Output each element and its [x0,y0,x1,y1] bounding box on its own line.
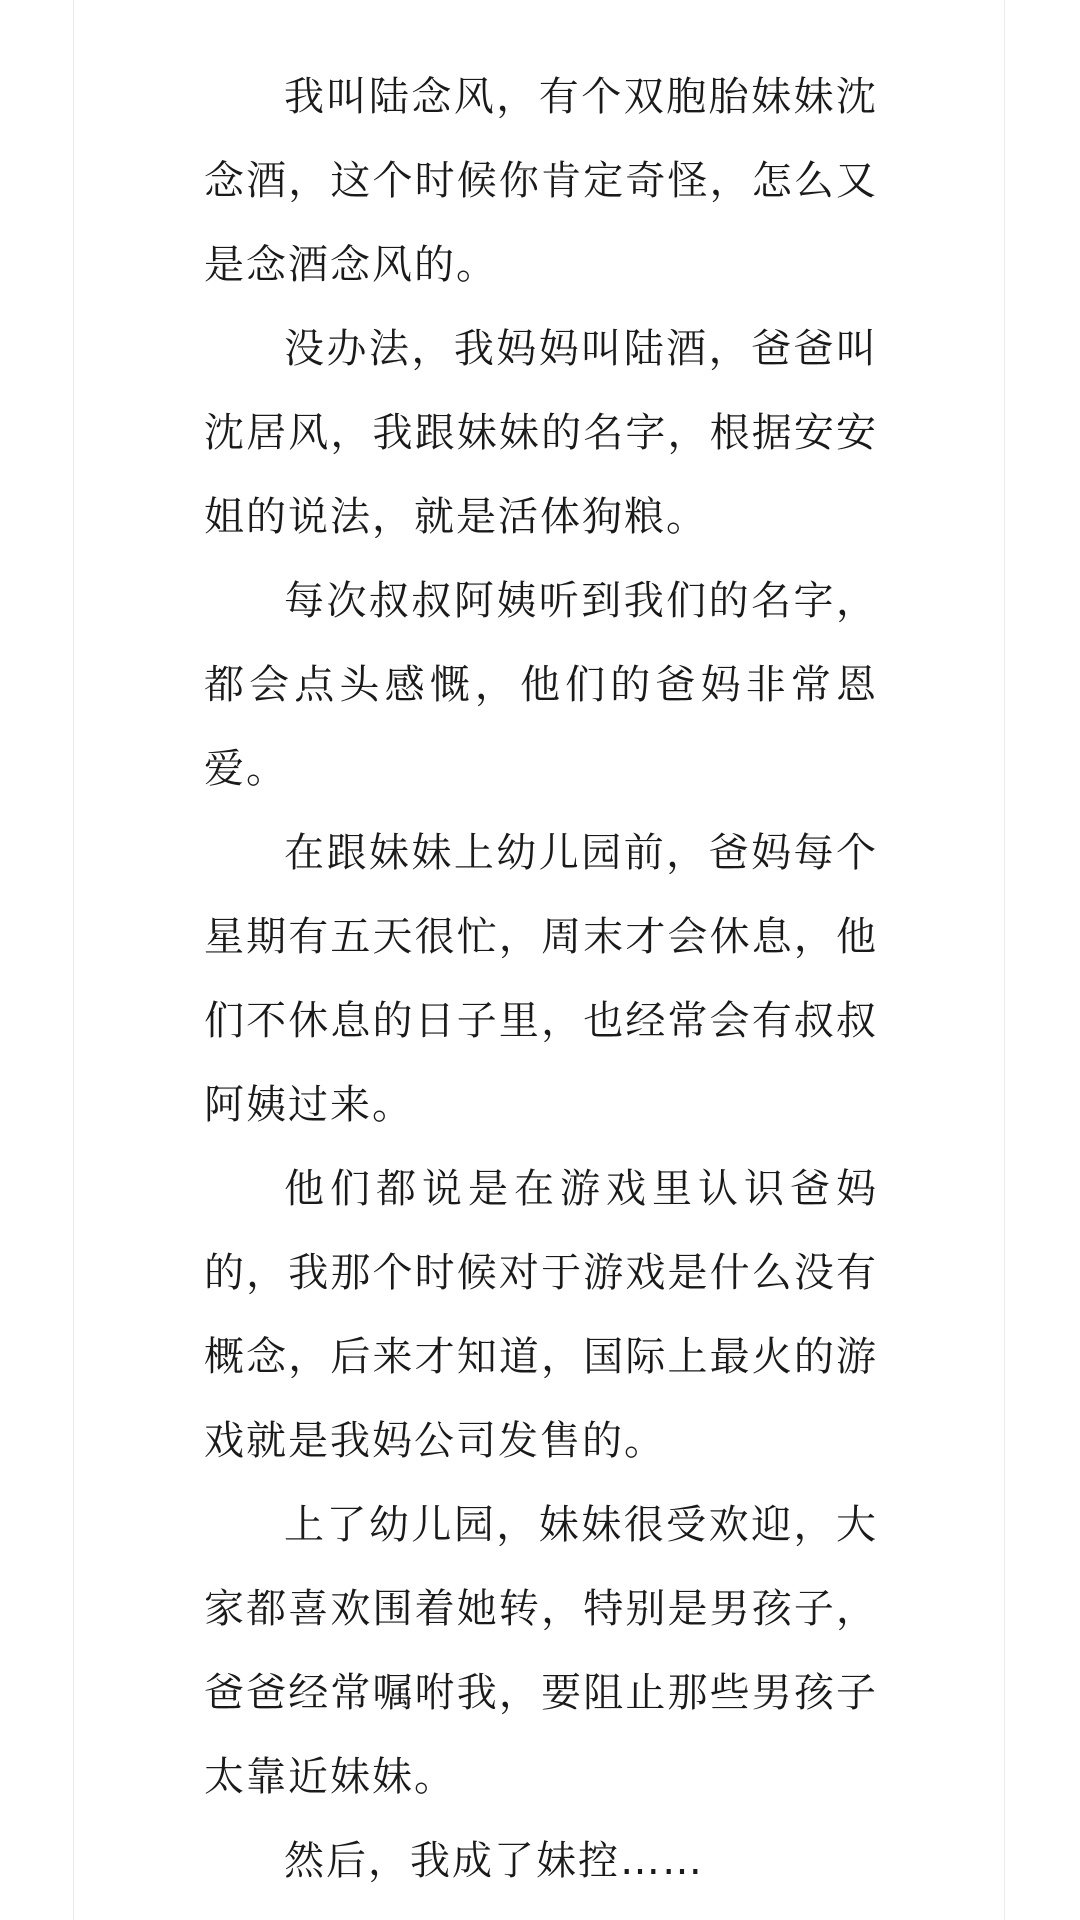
article-body [204,55,878,1903]
paragraph: 然后，我成了妹控…… [284,1838,704,1884]
paragraph: 他们都说是在游戏里认识爸妈的，我那个时候对于游戏是什么没有概念，后来才知道，国际上最火的游戏就是我妈公司发售的。 [204,1166,878,1464]
paragraph: 每次叔叔阿姨听到我们的名字，都会点头感慨，他们的爸妈非常恩爱。 [204,578,878,792]
paragraph: 没办法，我妈妈叫陆酒，爸爸叫沈居风，我跟妹妹的名字，根据安安姐的说法，就是活体狗粮。 [204,326,878,540]
paragraph: 在跟妹妹上幼儿园前，爸妈每个星期有五天很忙，周末才会休息，他们不休息的日子里，也经常会有叔叔阿姨过来。 [204,830,878,1128]
paragraph: 我叫陆念风，有个双胞胎妹妹沈念酒，这个时候你肯定奇怪，怎么又是念酒念风的。 [204,74,878,288]
reading-page [73,0,1005,1920]
paragraph: 上了幼儿园，妹妹很受欢迎，大家都喜欢围着她转，特别是男孩子，爸爸经常嘱咐我，要阻止那些男孩子太靠近妹妹。 [204,1502,878,1800]
